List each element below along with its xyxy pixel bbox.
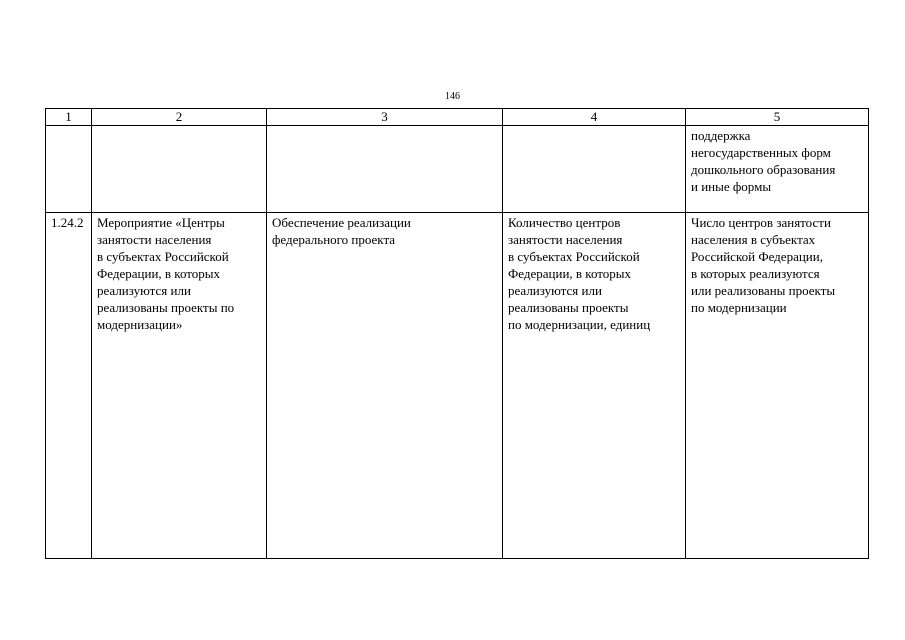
column-header-5: 5 [686, 109, 869, 126]
row-number-cell [46, 126, 92, 213]
page-number: 146 [445, 91, 460, 102]
column-header-4: 4 [503, 109, 686, 126]
table-cell [92, 213, 267, 559]
column-header-2: 2 [92, 109, 267, 126]
row-number-cell [46, 213, 92, 559]
table-cell [92, 126, 267, 213]
table-row [46, 126, 869, 213]
table-row [46, 213, 869, 559]
table-cell [503, 126, 686, 213]
table-cell [503, 213, 686, 559]
row-number: 1.24.2 [51, 215, 84, 230]
cell-text-continued: поддержка негосударственных форм дошкольного образования и иные формы [691, 128, 836, 194]
document-table [45, 108, 869, 559]
table-cell [267, 126, 503, 213]
table-cell [686, 126, 869, 213]
table-header-row [46, 109, 869, 126]
indicator-description: Число центров занятости населения в субъектах Российской Федерации, в которых реализуются или реализованы проекты по модернизации [691, 215, 836, 315]
measure-name: Мероприятие «Центры занятости населения в субъектах Российской Федерации, в которых реализуются или реализованы проекты по модернизации» [97, 215, 235, 332]
column-header-1: 1 [46, 109, 92, 126]
column-header-3: 3 [267, 109, 503, 126]
table-cell [267, 213, 503, 559]
table-cell [686, 213, 869, 559]
measure-purpose: Обеспечение реализации федерального проекта [272, 215, 411, 247]
indicator-name: Количество центров занятости населения в субъектах Российской Федерации, в которых реализуются или реализованы проекты по модернизации, единиц [508, 215, 651, 332]
